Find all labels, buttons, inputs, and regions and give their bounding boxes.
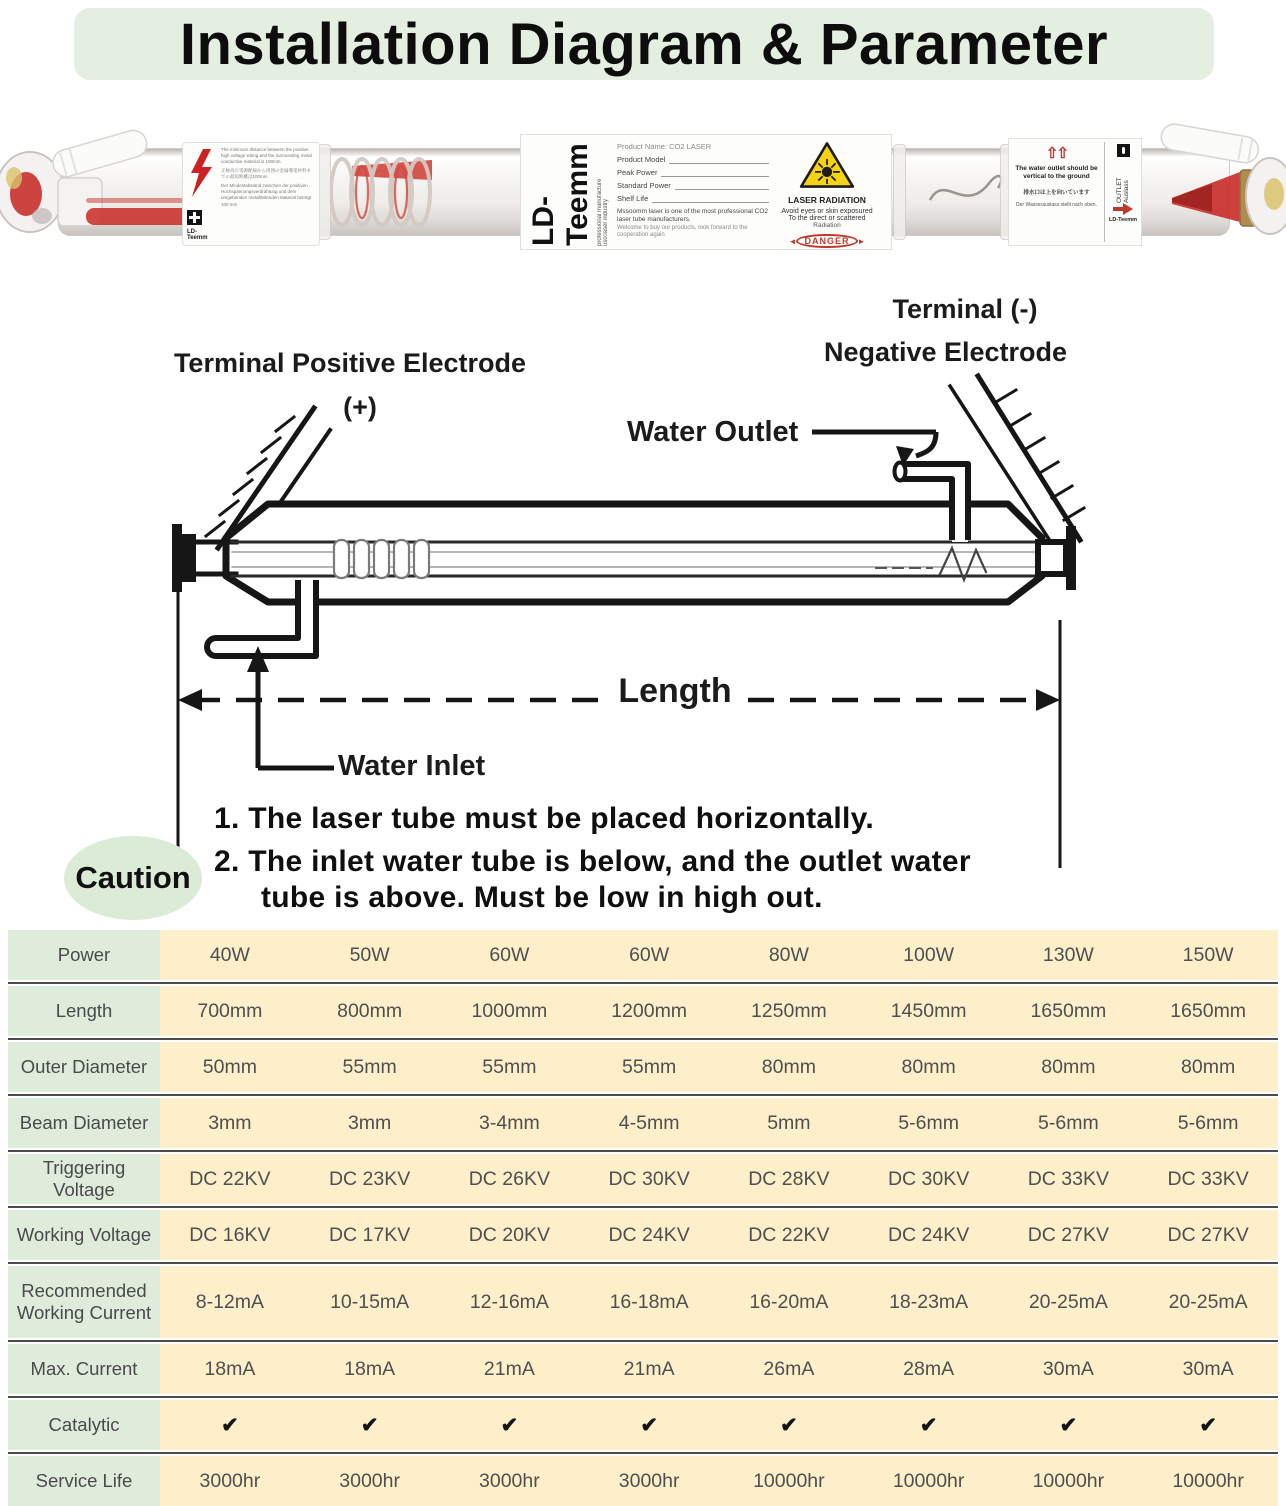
table-cell: 16-20mA <box>749 1290 829 1313</box>
table-row <box>8 1456 1278 1506</box>
brand-text: LD-Teemm <box>187 229 208 241</box>
table-cell: 55mm <box>622 1055 677 1078</box>
table-cell: 5-6mm <box>1177 1111 1239 1134</box>
table-cell: 10000hr <box>1032 1469 1105 1492</box>
table-cell: 100W <box>903 943 955 966</box>
check-cell: ✔ <box>919 1413 938 1437</box>
table-cell: 3000hr <box>479 1469 540 1492</box>
table-cell: 3mm <box>208 1111 252 1134</box>
table-cell: 1250mm <box>750 999 827 1022</box>
table-cell: DC 28KV <box>748 1167 830 1190</box>
row-label: Outer Diameter <box>8 1042 160 1092</box>
caution-badge-text: Caution <box>75 860 191 895</box>
tube-center-label: LD-Teemm professional manufacture uso:laser industry Product Name: CO2 LASER Product Model Peak Power Standard Power Shelf Life Mssoomm laser is one of the most professional CO2 laser tube manufacturers. Welcome to buy our products, look forward to the cooperation again LASER RADIATION Avoid eyes or skin exposured To the direct or scattered Radiation ◄ DANGER ► <box>520 134 892 250</box>
check-cell: ✔ <box>780 1413 798 1437</box>
caution-note-1: 1. The laser tube must be placed horizontally. <box>214 802 875 835</box>
plus-square-icon <box>187 210 202 225</box>
laser-tube-photo <box>0 120 1286 268</box>
check-cell: ✔ <box>1199 1413 1217 1437</box>
row-label: Service Life <box>8 1456 160 1506</box>
table-cell: DC 20KV <box>468 1223 551 1246</box>
table-cell: 700mm <box>197 999 263 1022</box>
table-cell: 1650mm <box>1170 999 1247 1022</box>
row-separator <box>8 1262 1278 1264</box>
table-cell: 80W <box>768 943 809 966</box>
table-cell: 5-6mm <box>898 1111 959 1134</box>
check-cell: ✔ <box>360 1413 379 1437</box>
tube-left-label <box>182 142 320 246</box>
table-cell: 8-12mA <box>195 1290 265 1313</box>
table-cell: DC 30KV <box>887 1167 970 1190</box>
laser-warning-triangle-icon <box>797 140 857 190</box>
field-product-model: Product Model <box>617 155 666 164</box>
outlet-socket-icon <box>1117 144 1130 157</box>
table-cell: 28mA <box>903 1357 955 1380</box>
center-label-paragraph1: Mssoomm laser is one of the most professional CO2 laser tube manufacturers. <box>617 208 769 224</box>
row-values <box>160 1210 1278 1260</box>
row-separator <box>8 1206 1278 1208</box>
check-cell: ✔ <box>1059 1413 1078 1437</box>
warning-line2: To the direct or scattered <box>788 215 866 222</box>
table-cell: 21mA <box>483 1357 535 1380</box>
table-cell: 20-25mA <box>1028 1290 1108 1313</box>
table-cell: 80mm <box>901 1055 956 1078</box>
table-cell: 3000hr <box>199 1469 261 1492</box>
table-cell: DC 16KV <box>189 1223 271 1246</box>
table-cell: 10-15mA <box>330 1290 410 1313</box>
table-cell: 3000hr <box>618 1469 680 1492</box>
water-inlet-label: Water Inlet <box>338 750 486 782</box>
table-row <box>8 1098 1278 1148</box>
table-cell: DC 24KV <box>887 1223 970 1246</box>
terminal-positive-label: Terminal Positive Electrode <box>173 348 527 378</box>
table-cell: 150W <box>1182 943 1234 966</box>
parameter-table <box>8 930 1278 1506</box>
table-row <box>8 1344 1278 1394</box>
table-cell: 80mm <box>1041 1055 1096 1078</box>
table-cell: DC 22KV <box>748 1223 830 1246</box>
caution-note-2: 2. The inlet water tube is below, and the outlet water <box>214 844 971 878</box>
row-label: Triggering Voltage <box>8 1154 160 1204</box>
row-values <box>160 1154 1278 1204</box>
row-label: Max. Current <box>8 1344 160 1394</box>
table-cell: 30mA <box>1182 1357 1234 1380</box>
row-label: Beam Diameter <box>8 1098 160 1148</box>
row-values <box>160 1098 1278 1148</box>
title-band <box>74 8 1214 80</box>
row-label: Power <box>8 930 160 980</box>
table-cell: DC 27KV <box>1027 1223 1110 1246</box>
table-cell: 30mA <box>1042 1357 1094 1380</box>
terminal-negative-label: Terminal (-) <box>892 294 1038 324</box>
negative-electrode-label: Negative Electrode <box>823 337 1068 367</box>
field-peak-power: Peak Power <box>617 168 658 177</box>
field-product-name: Product Name: CO2 LASER <box>617 142 712 151</box>
check-cell: ✔ <box>640 1413 658 1437</box>
table-cell: 800mm <box>337 999 403 1022</box>
table-cell: 5mm <box>767 1111 811 1134</box>
table-cell: 26mA <box>763 1357 815 1380</box>
row-separator <box>8 982 1278 984</box>
row-label: Working Voltage <box>8 1210 160 1260</box>
table-cell: 3000hr <box>339 1469 400 1492</box>
table-row <box>8 1210 1278 1260</box>
table-cell: 3-4mm <box>479 1111 540 1134</box>
table-cell: 50mm <box>202 1055 257 1078</box>
table-cell: DC 27KV <box>1167 1223 1249 1246</box>
caution-badge <box>64 836 202 920</box>
table-cell: DC 33KV <box>1027 1167 1110 1190</box>
outlet-right-arrow-icon <box>1113 203 1133 215</box>
table-cell: 60W <box>489 943 530 966</box>
left-label-jp-text: 正極高圧電源配線から周囲の金属導電材料までの最短距離は100mm <box>221 168 311 180</box>
check-cell: ✔ <box>500 1413 519 1437</box>
row-separator <box>8 1340 1278 1342</box>
table-row <box>8 1042 1278 1092</box>
caution-notes <box>214 802 1264 924</box>
check-cell: ✔ <box>221 1413 239 1437</box>
water-outlet-up-arrows-icon: ⇧⇧ <box>1045 145 1068 162</box>
right-label-jp-line: 排水口は上を向いています <box>1023 189 1090 196</box>
table-cell: 1200mm <box>611 999 688 1022</box>
table-cell: 80mm <box>761 1055 816 1078</box>
row-separator <box>8 1094 1278 1096</box>
table-cell: 18-23mA <box>889 1290 969 1313</box>
table-row <box>8 1400 1278 1450</box>
right-label-bold-line: The water outlet should be vertical to the ground <box>1015 165 1098 181</box>
tube-right-label <box>1008 138 1142 246</box>
row-separator <box>8 1396 1278 1398</box>
sub-vertical-2: uso:laser industry <box>603 198 609 246</box>
left-label-en-text: The minimum distance between the positive high voltage wiring and the surrounding metal conductive material is 100mm <box>221 147 312 165</box>
center-label-paragraph2: Welcome to buy our products, look forward to the cooperation again <box>617 224 748 239</box>
table-cell: DC 24KV <box>608 1223 690 1246</box>
row-separator <box>8 1452 1278 1454</box>
warning-line3: Radiation <box>813 222 841 229</box>
row-values <box>160 1042 1278 1092</box>
row-values <box>160 1266 1278 1338</box>
row-label: Catalytic <box>8 1400 160 1450</box>
table-cell: DC 30KV <box>608 1167 690 1190</box>
row-label: Length <box>8 986 160 1036</box>
table-cell: 18mA <box>344 1357 396 1380</box>
table-cell: 130W <box>1042 943 1094 966</box>
table-cell: 1650mm <box>1030 999 1107 1022</box>
row-label: Recommended Working Current <box>8 1266 160 1338</box>
table-cell: 1450mm <box>890 999 967 1022</box>
table-cell: 55mm <box>342 1055 397 1078</box>
row-separator <box>8 1038 1278 1040</box>
positive-sign-label: (+) <box>343 392 377 422</box>
table-cell: 5-6mm <box>1038 1111 1099 1134</box>
table-cell: 20-25mA <box>1168 1290 1248 1313</box>
row-values <box>160 1456 1278 1506</box>
water-outlet-label: Water Outlet <box>627 416 799 448</box>
table-cell: DC 17KV <box>328 1223 411 1246</box>
table-cell: 80mm <box>1181 1055 1236 1078</box>
row-values <box>160 1400 1278 1450</box>
sub-vertical-1: professional manufacture <box>597 178 603 246</box>
table-row <box>8 1266 1278 1338</box>
field-shelf-life: Shelf Life <box>617 194 649 203</box>
table-cell: 3mm <box>347 1111 392 1134</box>
table-cell: DC 26KV <box>468 1167 551 1190</box>
table-cell: 4-5mm <box>618 1111 680 1134</box>
table-row <box>8 986 1278 1036</box>
page-title: Installation Diagram & Parameter <box>179 11 1109 77</box>
table-row <box>8 930 1278 980</box>
table-cell: 40W <box>209 943 250 966</box>
table-cell: 55mm <box>482 1055 537 1078</box>
right-label-de-line: Der Wasserauslass stellt nach oben. <box>1016 201 1097 208</box>
table-cell: DC 33KV <box>1167 1167 1249 1190</box>
table-cell: 10000hr <box>892 1469 965 1492</box>
table-cell: 21mA <box>623 1357 675 1380</box>
outlet-vertical-text: OUTLET Auslass <box>1116 177 1130 203</box>
lightning-icon <box>187 147 215 201</box>
table-cell: 10000hr <box>1172 1469 1244 1492</box>
warning-title: LASER RADIATION <box>788 195 866 205</box>
row-separator <box>8 1150 1278 1152</box>
table-cell: 10000hr <box>753 1469 825 1492</box>
row-values <box>160 1344 1278 1394</box>
installation-diagram <box>0 290 1286 880</box>
table-cell: 18mA <box>204 1357 256 1380</box>
field-standard-power: Standard Power <box>617 181 671 190</box>
row-values <box>160 930 1278 980</box>
table-cell: 50W <box>349 943 390 966</box>
table-cell: 1000mm <box>471 999 548 1022</box>
brand-vertical-text: LD-Teemm <box>527 143 594 246</box>
length-label: Length <box>618 672 732 710</box>
table-row <box>8 1154 1278 1204</box>
table-cell: DC 22KV <box>189 1167 271 1190</box>
caution-note-3: tube is above. Must be low in high out. <box>261 880 823 914</box>
right-label-brand: LD-Teemm <box>1108 217 1137 223</box>
glass-ring <box>893 144 906 240</box>
danger-badge: DANGER <box>796 234 857 248</box>
table-cell: DC 23KV <box>328 1167 411 1190</box>
table-cell: 16-18mA <box>609 1290 689 1313</box>
table-cell: 12-16mA <box>469 1290 549 1313</box>
row-values <box>160 986 1278 1036</box>
table-cell: 60W <box>629 943 670 966</box>
warning-line1: Avoid eyes or skin exposured <box>781 208 873 215</box>
left-label-de-text: Der Mindestabstand zwischen der positiven Hochspannungsverdrahtung und dem umgebenden metallleitenden Material beträgt 100 mm <box>221 183 312 207</box>
